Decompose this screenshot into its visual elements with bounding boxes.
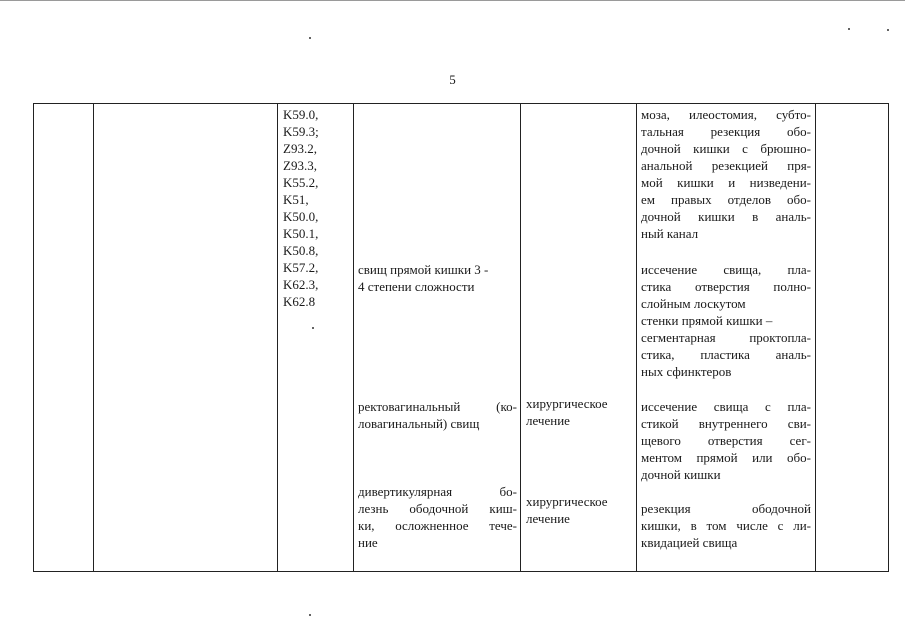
column-divider: [353, 104, 354, 571]
column-divider: [520, 104, 521, 571]
treatment-type-rectovaginal: хирургическое лечение: [526, 396, 608, 428]
treatment-type-diverticular: хирургическое лечение: [526, 494, 608, 526]
medical-procedures-table: [33, 103, 889, 572]
icd-code: Z93.2,: [283, 141, 317, 156]
scan-top-edge: [0, 0, 905, 1]
icd-code: Z93.3,: [283, 158, 317, 173]
scan-speck: [309, 37, 311, 39]
method-colectomy: моза, илеостомия, субто- тальная резекция обо- дочной кишки с брюшно- анальной резекцией пря- мой кишки и низведени- ем правых отделов обо- дочной кишки в аналь- ный канал: [641, 107, 811, 241]
icd-code: K50.1,: [283, 226, 319, 241]
icd-code: K62.3,: [283, 277, 319, 292]
icd-code: K50.8,: [283, 243, 319, 258]
page-number: 5: [449, 72, 456, 87]
column-divider: [93, 104, 94, 571]
icd-code: K59.3;: [283, 124, 319, 139]
method-fistula-excision-segment: иссечение свища с пла- стикой внутреннего сви- щевого отверстия сег- ментом прямой или обо- дочной кишки: [641, 399, 811, 482]
condition-rectal-fistula: свищ прямой кишки 3 - 4 степени сложности: [358, 262, 489, 294]
method-colon-resection: резекция ободочной кишки, в том числе с ли- квидацией свища: [641, 501, 811, 550]
column-divider: [277, 104, 278, 571]
scan-speck: [309, 614, 311, 616]
icd-code: K50.0,: [283, 209, 319, 224]
icd-code: K57.2,: [283, 260, 319, 275]
icd-code: K51,: [283, 192, 309, 207]
column-divider: [636, 104, 637, 571]
icd-code: K62.8: [283, 294, 316, 309]
method-fistula-excision-proctoplasty: иссечение свища, пла- стика отверстия полно- слойным лоскутом стенки прямой кишки – сегментарная проктопла- стика, пластика аналь- ных сфинктеров: [641, 262, 811, 379]
condition-rectovaginal-fistula: ректовагинальный (ко- ловагинальный) свищ: [358, 399, 517, 431]
column-divider: [815, 104, 816, 571]
scan-speck: [887, 29, 889, 31]
condition-diverticular-disease: дивертикулярная бо- лезнь ободочной киш- ки, осложненное тече- ние: [358, 484, 517, 550]
icd-code: K55.2,: [283, 175, 319, 190]
icd-code: K59.0,: [283, 107, 319, 122]
scan-speck: [848, 28, 850, 30]
icd-codes-cell: [283, 106, 319, 310]
